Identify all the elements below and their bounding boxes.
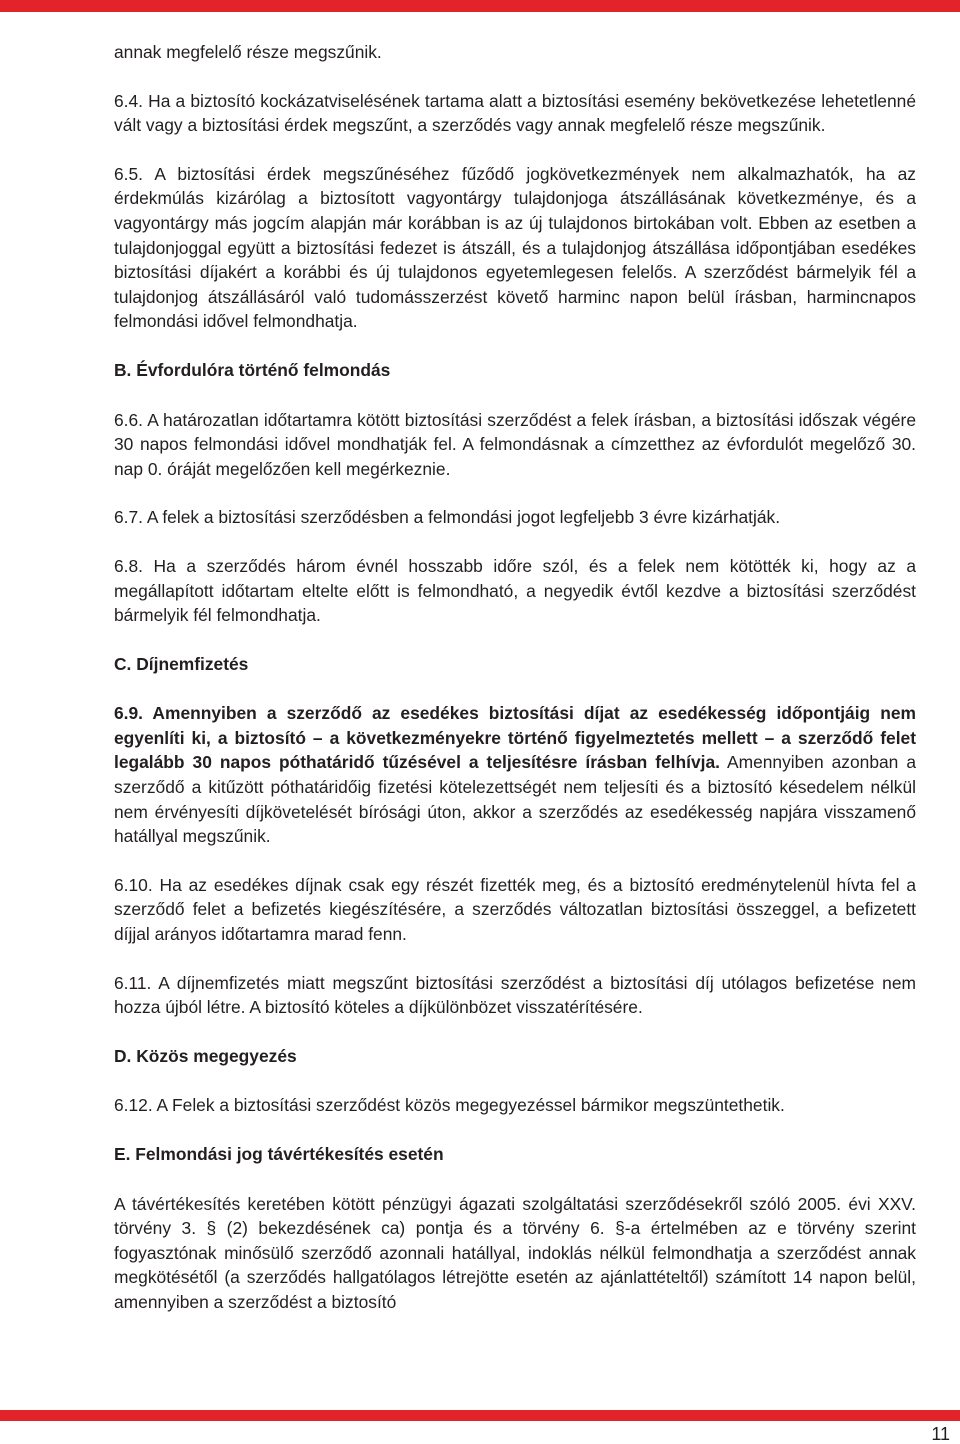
page-number: 11	[931, 1424, 950, 1444]
paragraph-6-9	[114, 701, 916, 849]
paragraph-6-9-rest: Amennyiben azonban a szerződő a kitűzött póthatáridőig fizetési kötelezettségét nem teljesíti és a biztosító késedelem nélkül nem érvényesíti díjkövetelését bírósági úton, akkor a szerződés az esedékesség napjára visszamenő hatállyal megszűnik.	[114, 752, 916, 847]
section-heading-b: B. Évfordulóra történő felmondás	[114, 359, 391, 380]
paragraph-6-9-bold: 6.9. Amennyiben a szerződő az esedékes biztosítási díjat az esedékesség időpontjáig nem egyenlíti ki, a biztosító – a következményekre történő figyelmeztetés mellett – a szerződő felet legalább 30 napos póthatáridő tűzésével a teljesítésre írásban felhívja.	[114, 703, 916, 773]
paragraph-6-11: 6.11. A díjnemfizetés miatt megszűnt biztosítási szerződést a biztosítási díj utólagos befizetése nem hozza újból létre. A biztosító köteles a díjkülönbözet visszatérítésére.	[114, 972, 916, 1018]
section-heading-c: C. Díjnemfizetés	[114, 653, 249, 674]
bottom-accent-bar	[0, 1410, 960, 1421]
paragraph-6-7: 6.7. A felek a biztosítási szerződésben a felmondási jogot legfeljebb 3 évre kizárhatják.	[114, 507, 781, 528]
section-heading-e: E. Felmondási jog távértékesítés esetén	[114, 1144, 444, 1164]
section-heading-d: D. Közös megegyezés	[114, 1045, 297, 1066]
paragraph-6-6: 6.6. A határozatlan időtartamra kötött biztosítási szerződést a felek írásban, a biztosítási időszak végére 30 napos felmondási idővel mondhatják fel. A felmondásnak a címzetthez az évfordulót megelőző 30. nap 0. óráját megelőzően kell megérkeznie.	[114, 409, 916, 479]
paragraph-6-8: 6.8. Ha a szerződés három évnél hosszabb időre szól, és a felek nem kötötték ki, hogy az a megállapított időtartam eltelte előtt is felmondható, a negyedik évtől kezdve a biztosítási szerződést bármelyik fél felmondhatja.	[114, 555, 916, 626]
top-accent-bar	[0, 0, 960, 12]
paragraph-6-12: 6.12. A Felek a biztosítási szerződést közös megegyezéssel bármikor megszüntethetik.	[114, 1095, 785, 1116]
document-body	[114, 40, 916, 1339]
paragraph-6-5: 6.5. A biztosítási érdek megszűnéséhez fűződő jogkövetkezmények nem alkalmazhatók, ha az érdekmúlás kizárólag a biztosított vagyontárgy tulajdonjoga átszállásának következménye, és a vagyontárgy más jogcím alapján már korábban is az új tulajdonos birtokában volt. Ebben az esetben a tulajdonjoggal együtt a biztosítási fedezet is átszáll, és a tulajdonjog átszállása időpontjában esedékes biztosítási díjakért a korábbi és új tulajdonos egyetemlegesen felelős. A szerződést bármelyik fél a tulajdonjog átszállásáról való tudomásszerzést követő harminc napon belül írásban, harmincnapos felmondási idővel felmondhatja.	[114, 163, 916, 332]
paragraph-distance-selling: A távértékesítés keretében kötött pénzügyi ágazati szolgáltatási szerződésekről szóló 2005. évi XXV. törvény 3. § (2) bekezdésének ca) pontja és a törvény 6. §-a értelmében az e törvény szerint fogyasztónak minősülő szerződő azonnali hatállyal, indoklás nélkül felmondhatja a szerződést annak megkötésétől (a szerződés hallgatólagos létrejötte esetén az ajánlattételtől) számított 14 napon belül, amennyiben a szerződést a biztosító	[114, 1193, 916, 1312]
paragraph-6-4: 6.4. Ha a biztosító kockázatviselésének tartama alatt a biztosítási esemény bekövetkezése lehetetlenné vált vagy a biztosítási érdek megszűnt, a szerződés vagy annak megfelelő része megszűnik.	[114, 90, 916, 136]
paragraph-continuation: annak megfelelő része megszűnik.	[114, 42, 382, 62]
paragraph-6-10: 6.10. Ha az esedékes díjnak csak egy részét fizették meg, és a biztosító eredménytelenül hívta fel a szerződő felet a befizetés kiegészítésére, a szerződés változatlan biztosítási összeggel, a befizetett díjjal arányos időtartamra marad fenn.	[114, 874, 916, 945]
